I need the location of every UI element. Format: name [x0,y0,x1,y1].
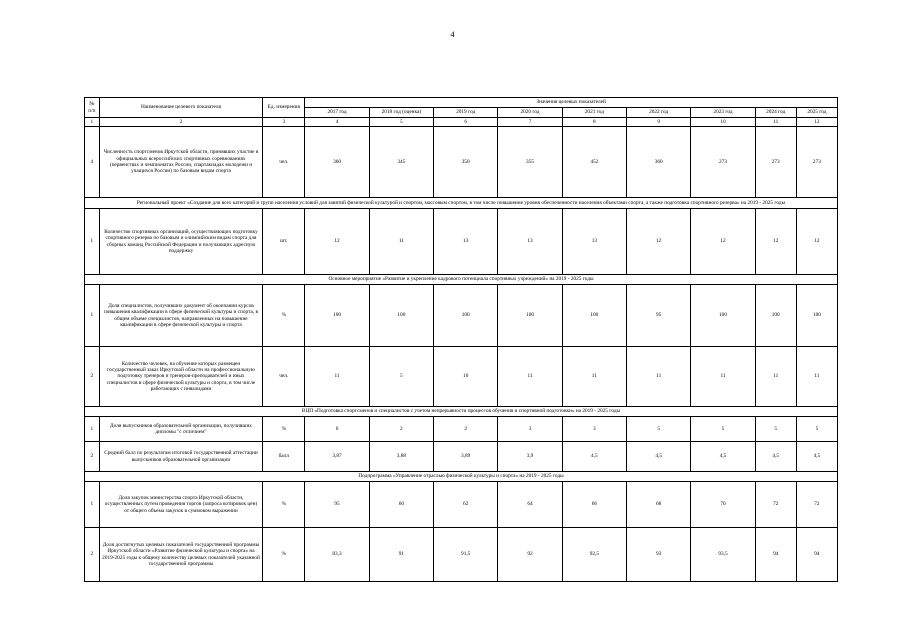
indicator-value: 100 [305,285,369,347]
row-number: 2 [85,347,100,407]
indicator-value: 94 [755,528,796,582]
indicator-value: 360 [305,127,369,198]
section-row [85,275,838,285]
column-index: 6 [434,118,498,127]
indicator-value: 60 [369,482,433,528]
unit-of-measure: чел. [263,347,305,407]
indicator-value: 5 [691,417,755,442]
indicator-value: 64 [498,482,562,528]
indicator-value: 10 [434,347,498,407]
indicator-value: 5 [369,347,433,407]
section-row [85,472,838,482]
header-values-group: Значения целевых показателей [305,98,838,108]
indicator-name: Доля специалистов, получивших документ об окончании курсов повышения квалификации в сфере физической культуры и спорта, в общем объеме специалистов, направленных на повышение квалификации в сфере физической культуры и спорта [99,285,262,347]
indicator-name: Количество спортивных организаций, осуществляющих подготовку спортивного резерва по базовым и олимпийским видам спорта для сборных команд Российской Федерации и получающих адресную поддержку [99,209,262,275]
indicator-value: 91,5 [434,528,498,582]
row-number: 1 [85,417,100,442]
indicator-value: 5 [755,417,796,442]
column-index: 8 [562,118,626,127]
unit-of-measure: шт. [263,209,305,275]
indicator-value: 13 [498,209,562,275]
table-row [85,417,838,442]
header-num: № п/п [85,98,100,118]
header-year: 2018 год (оценка) [369,108,433,118]
row-number: 1 [85,482,100,528]
header-year: 2020 год [498,108,562,118]
row-number: 1 [85,285,100,347]
indicator-value: 4,5 [755,442,796,472]
indicator-value: 4,5 [627,442,691,472]
section-title: ВЦП «Подготовка спортсменов и специалистов с учетом непрерывности процессов обучения и спортивной подготовки» на 2019 - 2025 годы [85,407,838,417]
table-row [85,127,838,198]
indicator-value: 62 [434,482,498,528]
indicator-value: 93 [627,528,691,582]
header-name: Наименование целевого показателя [99,98,262,118]
indicator-value: 12 [305,209,369,275]
indicator-value: 3 [562,417,626,442]
column-index: 11 [755,118,796,127]
indicator-value: 13 [562,209,626,275]
indicator-value: 273 [755,127,796,198]
column-index: 9 [627,118,691,127]
column-index: 1 [85,118,100,127]
section-title: Региональный проект «Создание для всех категорий и групп населения условий для занятий физической культурой и спортом, массовым спортом, в том числе повышение уровня обеспеченности населения объектами спорта, а также подготовка спортивного резерва» на 2019 - 2025 годы [85,198,838,209]
section-title: Основное мероприятие «Развитие и укрепление кадрового потенциала спортивных учреждений» на 2019 - 2025 годы [85,275,838,285]
indicator-value: 100 [369,285,433,347]
table-row [85,285,838,347]
indicator-value: 4,5 [691,442,755,472]
column-index: 4 [305,118,369,127]
table-row [85,482,838,528]
indicator-value: 3,9 [498,442,562,472]
indicator-value: 66 [562,482,626,528]
header-year: 2025 год [796,108,837,118]
indicator-value: 11 [796,347,837,407]
section-title: Подпрограмма «Управление отраслью физической культуры и спорта» на 2019 - 2025 годы [85,472,838,482]
indicator-value: 452 [562,127,626,198]
indicator-value: 273 [691,127,755,198]
indicator-value: 12 [627,209,691,275]
indicator-value: 100 [755,285,796,347]
indicator-value: 5 [796,417,837,442]
section-row [85,198,838,209]
indicator-value: 91 [369,528,433,582]
table-row [85,209,838,275]
indicator-value: 70 [691,482,755,528]
indicator-value: 345 [369,127,433,198]
indicator-name: Доля выпускников образовательной организации, получивших дипломы "с отличием" [99,417,262,442]
indicator-value: 72 [796,482,837,528]
section-row [85,407,838,417]
column-index: 5 [369,118,433,127]
header-year: 2017 год [305,108,369,118]
indicator-value: 11 [369,209,433,275]
unit-of-measure: % [263,528,305,582]
indicator-value: 100 [498,285,562,347]
indicator-value: 4,5 [562,442,626,472]
header-unit: Ед. измерения [263,98,305,118]
indicator-value: 2 [369,417,433,442]
indicator-value: 3 [498,417,562,442]
unit-of-measure: балл [263,442,305,472]
indicator-value: 350 [434,127,498,198]
indicator-value: 360 [627,127,691,198]
table-row [85,347,838,407]
indicator-value: 95 [305,482,369,528]
header-row-1 [85,98,838,108]
header-year: 2019 год [434,108,498,118]
unit-of-measure: чел. [263,127,305,198]
indicator-value: 83,3 [305,528,369,582]
header-index-row [85,118,838,127]
indicator-name: Численность спортсменов Иркутской области, принявших участие в официальных всероссийских спортивных соревнованиях (первенствах и чемпионатах России, спартакиадах молодежи и учащихся России) по базовым видам спорта [99,127,262,198]
indicator-value: 100 [562,285,626,347]
indicator-value: 0 [305,417,369,442]
indicator-value: 100 [796,285,837,347]
header-year: 2023 год [691,108,755,118]
column-index: 7 [498,118,562,127]
row-number: 2 [85,528,100,582]
unit-of-measure: % [263,285,305,347]
indicator-value: 100 [434,285,498,347]
indicator-value: 100 [691,285,755,347]
indicator-value: 13 [434,209,498,275]
column-index: 12 [796,118,837,127]
indicator-value: 3,88 [369,442,433,472]
indicator-name: Количество человек, на обучение которых размещен государственный заказ Иркутской области на профессиональную подготовку тренеров и тренеров-преподавателей и иных специалистов в сфере физической культуры и спорта, в том числе работающих с инвалидами [99,347,262,407]
row-number: 2 [85,442,100,472]
indicator-value: 92,5 [562,528,626,582]
indicator-value: 12 [796,209,837,275]
column-index: 10 [691,118,755,127]
row-number: 4 [85,127,100,198]
indicator-value: 11 [691,347,755,407]
indicator-value: 94 [796,528,837,582]
target-indicators-table [84,97,838,582]
table-row [85,442,838,472]
indicator-value: 4,5 [796,442,837,472]
row-number: 1 [85,209,100,275]
indicator-value: 11 [305,347,369,407]
unit-of-measure: % [263,417,305,442]
indicator-value: 11 [498,347,562,407]
indicator-value: 12 [691,209,755,275]
page-number: 4 [450,30,455,39]
column-index: 2 [99,118,262,127]
indicator-name: Доля достигнутых целевых показателей государственной программы Иркутской области «Развитие физической культуры и спорта» на 2019-2025 годы к общему количеству целевых показателей указанной государственной программы [99,528,262,582]
indicator-value: 11 [755,347,796,407]
indicator-value: 11 [627,347,691,407]
indicator-value: 68 [627,482,691,528]
indicator-value: 92 [498,528,562,582]
indicator-value: 12 [755,209,796,275]
indicator-value: 11 [562,347,626,407]
indicator-value: 72 [755,482,796,528]
indicator-value: 5 [627,417,691,442]
indicator-value: 93,5 [691,528,755,582]
indicator-value: 95 [627,285,691,347]
indicator-value: 2 [434,417,498,442]
header-year: 2021 год [562,108,626,118]
indicator-value: 3,87 [305,442,369,472]
indicator-value: 355 [498,127,562,198]
header-year: 2022 год [627,108,691,118]
indicator-name: Средний балл по результатам итоговой государственной аттестации выпускников образовательной организации [99,442,262,472]
indicator-value: 3,89 [434,442,498,472]
column-index: 3 [263,118,305,127]
indicator-value: 273 [796,127,837,198]
indicator-name: Доля закупок министерства спорта Иркутской области, осуществленных путем проведения торгов (запроса котировок цен) от общего объема закупок в суммовом выражении [99,482,262,528]
table-row [85,528,838,582]
unit-of-measure: % [263,482,305,528]
header-year: 2024 год [755,108,796,118]
